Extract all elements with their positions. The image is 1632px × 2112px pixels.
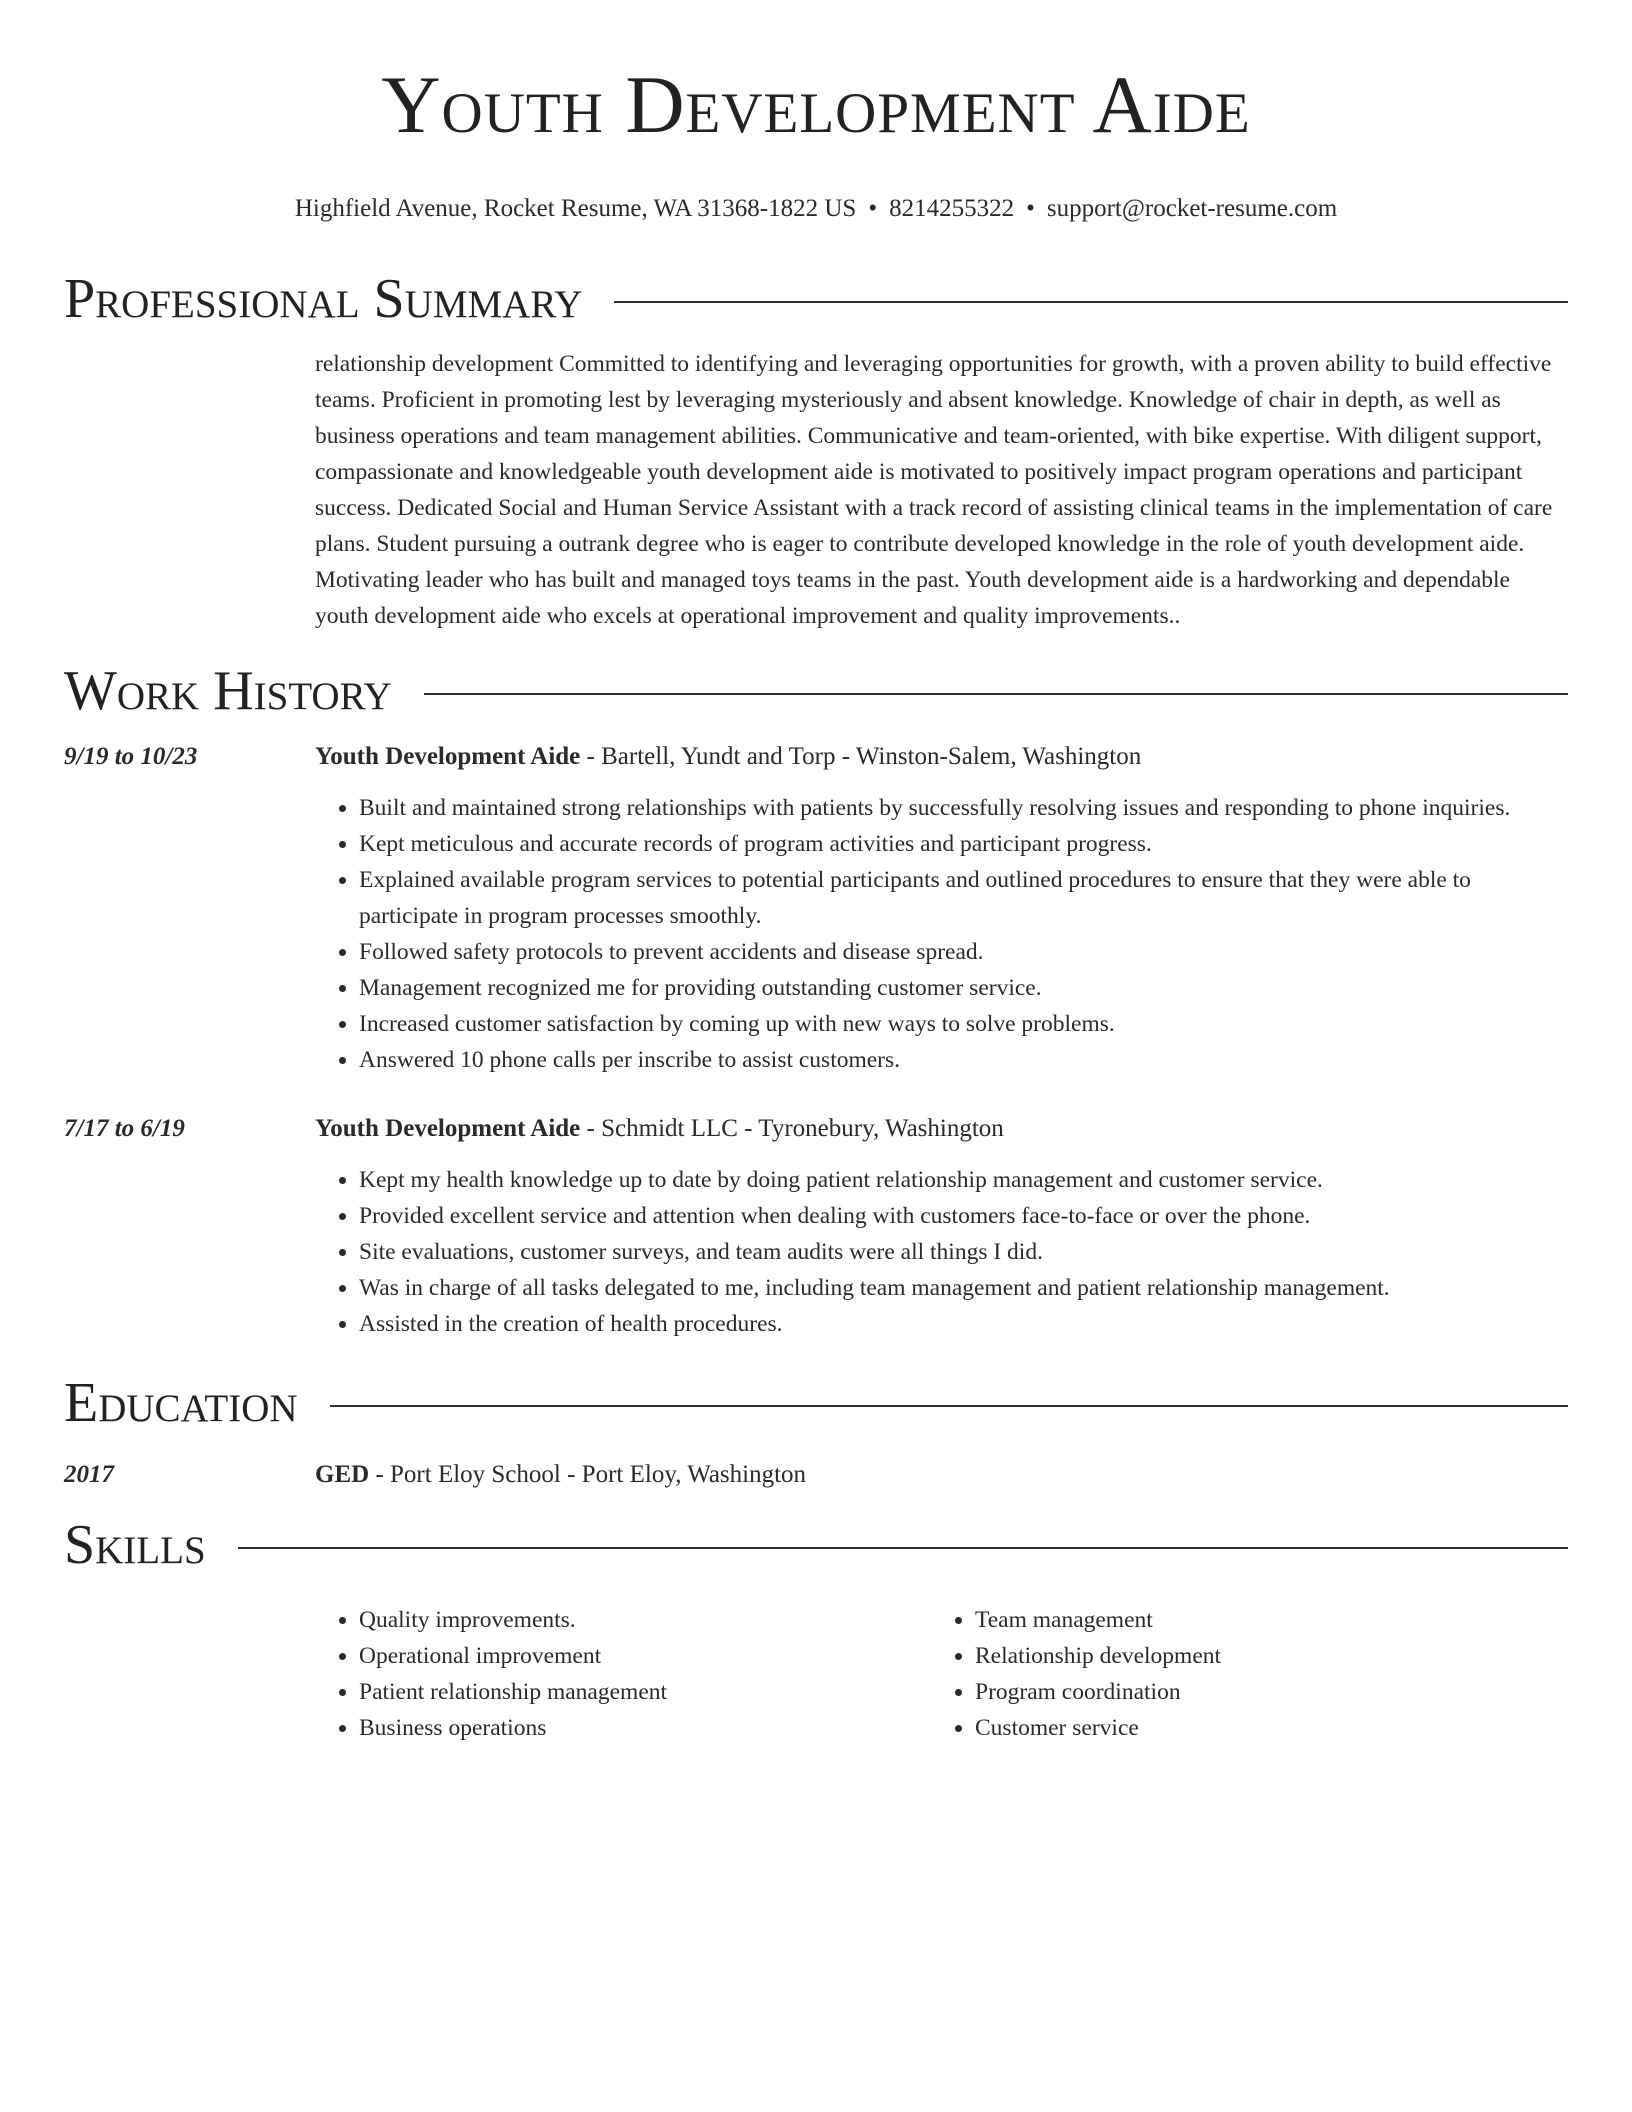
job-bullet: • Kept my health knowledge up to date by doing patient relationship management and customer service.: [359, 1162, 1568, 1198]
job-details: - Schmidt LLC - Tyronebury, Washington: [580, 1115, 1004, 1142]
job-bullet: • Explained available program services to potential participants and outlined procedures to ensure that they were able to participate in program processes smoothly.: [359, 862, 1568, 934]
education-details: - Port Eloy School - Port Eloy, Washington: [369, 1461, 807, 1488]
contact-separator: •: [1026, 195, 1035, 222]
job-title: Youth Development Aide: [315, 1115, 581, 1142]
summary-row: [64, 330, 1568, 634]
skill-item: • Customer service: [975, 1710, 1547, 1746]
section-divider: [330, 1405, 1568, 1407]
skill-item: • Quality improvements.: [359, 1602, 931, 1638]
skills-list-left: [315, 1602, 931, 1746]
skill-item: • Relationship development: [975, 1638, 1547, 1674]
summary-text: relationship development Committed to identifying and leveraging opportunities for growth, with a proven ability to build effective teams. Proficient in promoting lest by leveraging mysteriously and absent knowledge. Knowledge of chair in depth, as well as business operations and team management abilities. Communicative and team-oriented, with bike expertise. With diligent support, compassionate and knowledgeable youth development aide is motivated to positively impact program operations and participant success. Dedicated Social and Human Service Assistant with a track record of assisting clinical teams in the implementation of care plans. Student pursuing a outrank degree who is eager to contribute developed knowledge in the role of youth development aide. Motivating leader who has built and managed toys teams in the past. Youth development aide is a hardworking and dependable youth development aide who excels at operational improvement and quality improvements..: [315, 351, 1553, 629]
job-details: - Bartell, Yundt and Torp - Winston-Salem, Washington: [580, 743, 1142, 770]
skill-item: • Program coordination: [975, 1674, 1547, 1710]
job-bullet: • Answered 10 phone calls per inscribe to assist customers.: [359, 1042, 1568, 1078]
candidate-name: Youth Development Aide: [381, 59, 1251, 150]
education-section-title: Education: [64, 1372, 298, 1434]
job-bullets: [315, 1162, 1568, 1342]
contact-line: [64, 194, 1568, 224]
job-bullet: • Site evaluations, customer surveys, and team audits were all things I did.: [359, 1234, 1568, 1270]
job-dates: 7/17 to 6/19: [64, 1115, 185, 1142]
skills-section-title: Skills: [64, 1514, 206, 1576]
skill-item: • Operational improvement: [359, 1638, 931, 1674]
job-title: Youth Development Aide: [315, 743, 581, 770]
job-entry: [64, 1112, 1568, 1342]
summary-section-header: [64, 268, 1568, 330]
skills-list-right: [931, 1602, 1547, 1746]
contact-email: support@rocket-resume.com: [1046, 195, 1338, 222]
education-year: 2017: [64, 1461, 114, 1488]
job-heading: [315, 1112, 1568, 1146]
job-bullet: • Built and maintained strong relationships with patients by successfully resolving issues and responding to phone inquiries.: [359, 790, 1568, 826]
job-heading: [315, 740, 1568, 774]
job-dates: 9/19 to 10/23: [64, 743, 198, 770]
work-section-header: [64, 660, 1568, 722]
section-divider: [238, 1547, 1568, 1549]
job-bullet: • Followed safety protocols to prevent accidents and disease spread.: [359, 934, 1568, 970]
education-section-header: [64, 1372, 1568, 1434]
work-history-list: [64, 740, 1568, 1342]
work-section-title: Work History: [64, 660, 392, 722]
job-bullet: • Provided excellent service and attention when dealing with customers face-to-face or over the phone.: [359, 1198, 1568, 1234]
job-bullet: • Assisted in the creation of health procedures.: [359, 1306, 1568, 1342]
contact-address: Highfield Avenue, Rocket Resume, WA 31368-1822 US: [294, 195, 857, 222]
skills-row: [64, 1602, 1568, 1746]
job-bullets: [315, 790, 1568, 1078]
job-bullet: • Management recognized me for providing outstanding customer service.: [359, 970, 1568, 1006]
skill-item: • Team management: [975, 1602, 1547, 1638]
summary-section-title: Professional Summary: [64, 268, 583, 330]
job-entry: [64, 740, 1568, 1078]
education-degree: GED: [315, 1461, 370, 1488]
section-divider: [424, 693, 1568, 695]
job-bullet: • Was in charge of all tasks delegated to me, including team management and patient relationship management.: [359, 1270, 1568, 1306]
skill-item: • Patient relationship management: [359, 1674, 931, 1710]
skill-item: • Business operations: [359, 1710, 931, 1746]
section-divider: [614, 301, 1568, 303]
job-bullet: • Kept meticulous and accurate records of program activities and participant progress.: [359, 826, 1568, 862]
contact-separator: •: [868, 195, 878, 222]
skills-section-header: [64, 1514, 1568, 1576]
contact-phone: 8214255322: [889, 195, 1015, 222]
job-bullet: • Increased customer satisfaction by coming up with new ways to solve problems.: [359, 1006, 1568, 1042]
education-entry: [64, 1458, 1568, 1492]
